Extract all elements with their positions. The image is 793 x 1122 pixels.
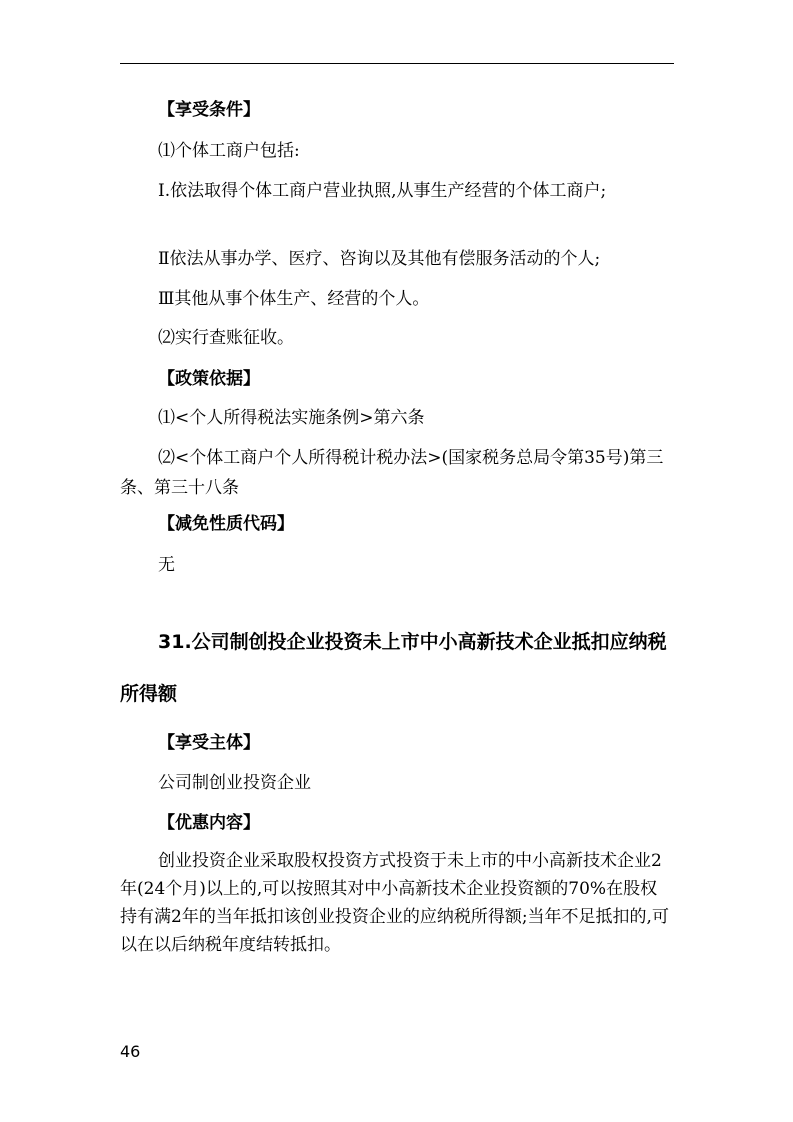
condition-1: ⑴个体工商户包括: (158, 141, 300, 161)
section-31-title: 31.公司制创投企业投资未上市中小高新技术企业抵扣应纳税所得额 (120, 631, 667, 705)
conditions-heading: 【享受条件】 (158, 100, 260, 120)
condition-1-iii: Ⅲ其他从事个体生产、经营的个人。 (158, 289, 430, 309)
content-heading: 【优惠内容】 (158, 813, 260, 833)
basis-heading: 【政策依据】 (158, 369, 260, 389)
basis-1: ⑴<个人所得税法实施条例>第六条 (158, 408, 425, 428)
content-text: 创业投资企业采取股权投资方式投资于未上市的中小高新技术企业2年(24个月)以上的,可以按照其对中小高新技术企业投资额的70%在股权持有满2年的当年抵扣该创业投资企业的应纳税所得额;当年不足抵扣的,可以在以后纳税年度结转抵扣。 (120, 851, 669, 955)
header-rule (120, 63, 674, 64)
code-heading: 【减免性质代码】 (158, 514, 294, 534)
subject-value: 公司制创业投资企业 (158, 773, 311, 793)
condition-1-ii: Ⅱ依法从事办学、医疗、咨询以及其他有偿服务活动的个人; (158, 249, 601, 269)
subject-heading: 【享受主体】 (158, 733, 260, 753)
code-value: 无 (158, 555, 175, 575)
condition-2: ⑵实行查账征收。 (158, 328, 294, 348)
basis-2: ⑵<个体工商户个人所得税计税办法>(国家税务总局令第35号)第三条、第三十八条 (120, 448, 664, 498)
page-number: 46 (120, 1042, 141, 1061)
condition-1-i: Ⅰ.依法取得个体工商户营业执照,从事生产经营的个体工商户; (158, 181, 607, 201)
